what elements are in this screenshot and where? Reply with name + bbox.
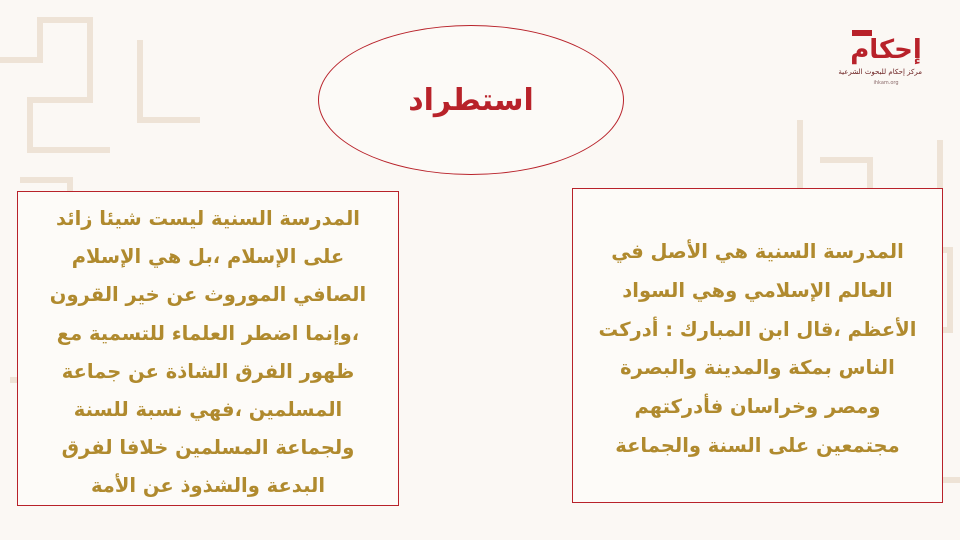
right-box-line: العالم الإسلامي وهي السواد [622, 278, 893, 302]
right-box-line: المدرسة السنية هي الأصل في [611, 240, 904, 263]
right-box-line: الناس بمكة والمدينة والبصرة [620, 356, 895, 380]
left-box-line: ،وإنما اضطر العلماء للتسمية مع [56, 321, 360, 345]
left-box-line: المسلمين ،فهي نسبة للسنة [73, 398, 343, 422]
right-text-box [572, 188, 943, 503]
title-ellipse [318, 25, 624, 175]
logo-main-text: إحكام [850, 35, 922, 65]
ihkam-logo [838, 28, 922, 98]
left-text-box [17, 191, 399, 506]
slide-title: استطراد [408, 82, 534, 118]
right-box-line: ومصر وخراسان فأدركتهم [634, 395, 881, 419]
left-box-line: على الإسلام ،بل هي الإسلام [71, 245, 345, 269]
left-box-line: المدرسة السنية ليست شيئا زائد [55, 207, 360, 230]
left-box-line: البدعة والشذوذ عن الأمة [90, 474, 326, 498]
left-box-line: ولجماعة المسلمين خلافا لفرق [61, 436, 355, 460]
logo-subtitle: مركز إحكام للبحوث الشرعية [838, 68, 922, 76]
logo-tagline: ihkam.org [873, 80, 899, 86]
left-box-line: ظهور الفرق الشاذة عن جماعة [61, 359, 355, 383]
right-box-line: الأعظم ،قال ابن المبارك : أدركت [598, 317, 917, 341]
right-box-line: مجتمعين على السنة والجماعة [615, 433, 900, 457]
left-box-line: الصافي الموروث عن خير القرون [49, 283, 367, 307]
